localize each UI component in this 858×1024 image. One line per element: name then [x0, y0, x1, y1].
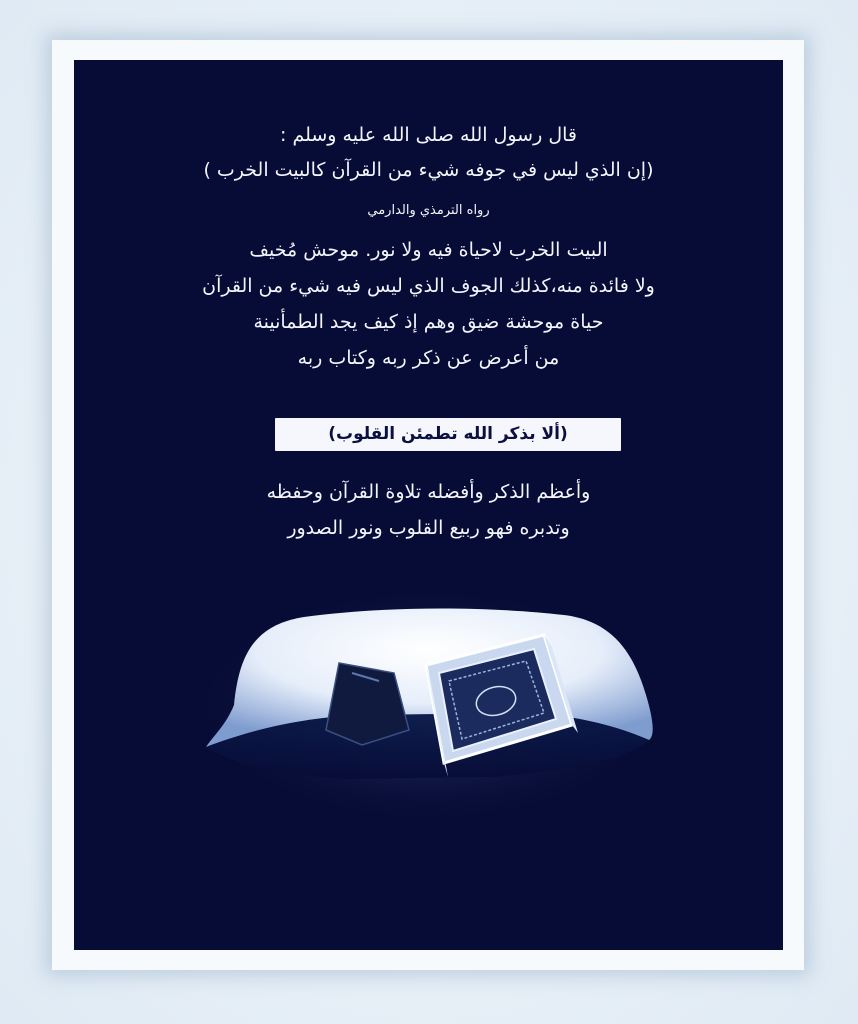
- closing-line: وأعظم الذكر وأفضله تلاوة القرآن وحفظه: [266, 481, 591, 503]
- explanation-line: البيت الخرب لاحياة فيه ولا نور. موحش مُخيف: [249, 239, 608, 261]
- hadith-intro-line: قال رسول الله صلى الله عليه وسلم :: [280, 124, 577, 146]
- closing-text: [74, 474, 783, 546]
- explanation-line: ولا فائدة منه،كذلك الجوف الذي ليس فيه شيء من القرآن: [202, 275, 655, 297]
- narrators-text: رواه الترمذي والدارمي: [367, 203, 490, 218]
- closing-line: وتدبره فهو ربيع القلوب ونور الصدور: [287, 517, 570, 539]
- hadith-text: [74, 118, 783, 188]
- explanation-text: [74, 232, 783, 376]
- explanation-line: حياة موحشة ضيق وهم إذ كيف يجد الطمأنينة: [253, 311, 604, 333]
- image-frame: [52, 40, 804, 970]
- quran-on-pillow-illustration: [194, 555, 664, 845]
- quran-pillow-svg: [194, 555, 664, 845]
- dark-panel: [74, 60, 783, 950]
- hadith-quote-line: (إن الذي ليس في جوفه شيء من القرآن كالبيت الخرب ): [203, 159, 654, 181]
- verse-highlight: (ألا بذكر الله تطمئن القلوب): [275, 418, 621, 451]
- explanation-line: من أعرض عن ذكر ربه وكتاب ربه: [297, 347, 560, 369]
